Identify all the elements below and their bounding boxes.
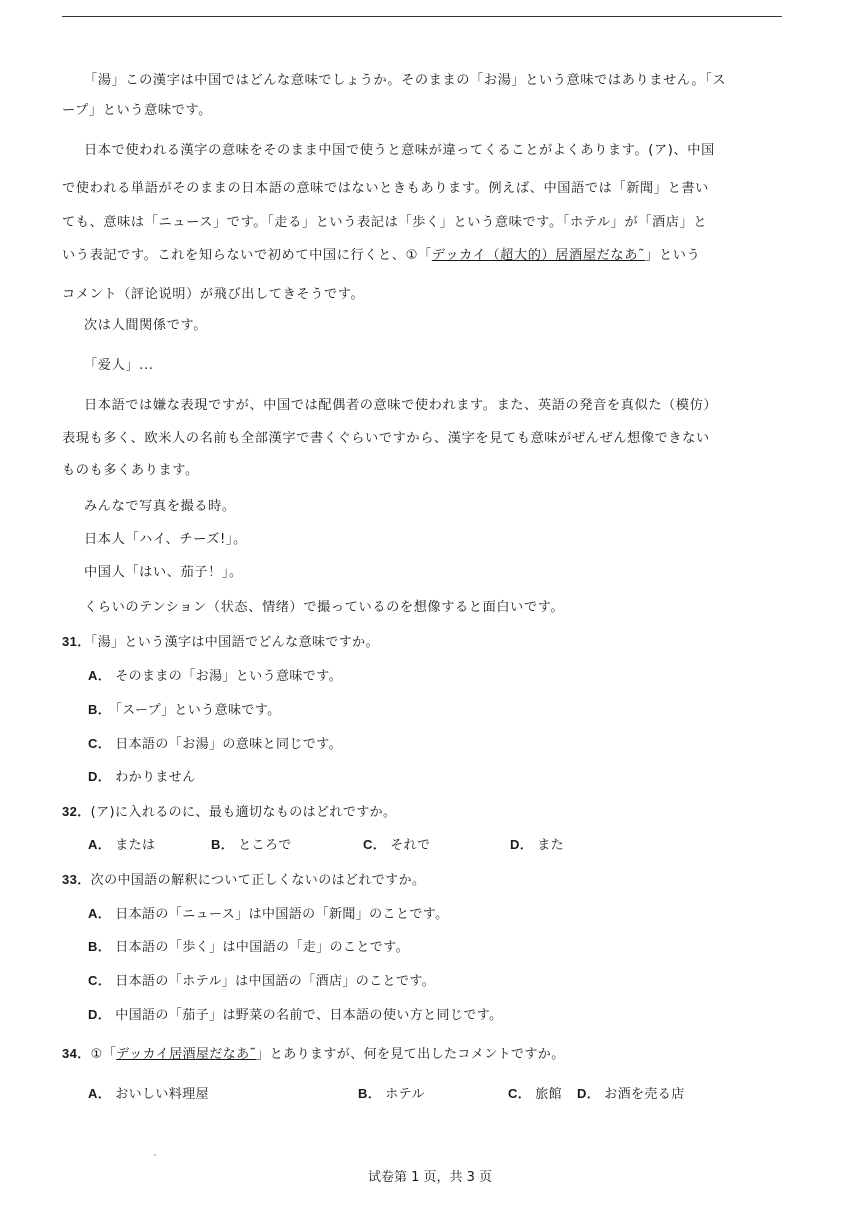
passage-line: ても、意味は「ニュース」です。「走る」という表記は「歩く」という意味です。「ホテル」が「酒店」と (62, 215, 708, 230)
option-32-c[interactable] (363, 835, 430, 856)
passage-line: 次は人間関係です。 (84, 318, 208, 333)
passage-line: 日本で使われる漢字の意味をそのまま中国で使うと意味が違ってくることがよくあります。(ア)、中国 (84, 143, 715, 158)
option-letter: C． (508, 1086, 532, 1101)
passage-line: くらいのテンション（状态、情绪）で撮っているのを想像すると面白いです。 (84, 600, 565, 615)
option-34-d[interactable] (577, 1084, 685, 1105)
option-text: お酒を売る店 (604, 1087, 685, 1102)
passage-line: 日本人「ハイ、チーズ!」。 (84, 532, 247, 547)
passage-line (62, 246, 782, 266)
question-31 (62, 632, 379, 653)
question-number: 31． (62, 634, 91, 649)
question-text: (ア)に入れるのに、最も適切なものはどれですか。 (90, 805, 397, 820)
option-text: 「スープ」という意味です。 (115, 703, 281, 718)
option-text: 旅館 (535, 1087, 563, 1102)
option-letter: A． (88, 1086, 112, 1101)
option-32-b[interactable] (211, 835, 292, 856)
question-text: 「湯」という漢字は中国語でどんな意味ですか。 (90, 635, 379, 650)
option-31-a[interactable] (88, 666, 342, 687)
option-text: そのままの「お湯」という意味です。 (115, 669, 342, 684)
passage-line: 日本語では嫌な表現ですが、中国では配偶者の意味で使われます。また、英語の発音を真似た（模仿） (84, 398, 718, 413)
option-letter: C． (363, 837, 387, 852)
passage-line: みんなで写真を撮る時。 (84, 499, 236, 514)
passage-line: コメント（評论说明）が飛び出してきそうです。 (62, 287, 365, 302)
option-31-c[interactable] (88, 734, 342, 755)
option-letter: C． (88, 736, 112, 751)
option-34-a[interactable] (88, 1084, 209, 1105)
scan-dot (154, 1154, 156, 1156)
passage-line: 「爱人」... (84, 358, 154, 373)
option-text: 中国語の「茄子」は野菜の名前で、日本語の使い方と同じです。 (115, 1008, 503, 1023)
option-letter: B． (88, 939, 112, 954)
option-letter: A． (88, 837, 112, 852)
option-text: それで (390, 838, 431, 853)
option-text: ところで (238, 838, 292, 853)
question-32 (62, 802, 396, 823)
question-33 (62, 870, 425, 891)
option-letter: A． (88, 906, 112, 921)
top-rule (62, 16, 782, 17)
passage-line: で使われる単語がそのままの日本語の意味ではないときもあります。例えば、中国語では「新聞」と書い (62, 181, 709, 196)
option-text: おいしい料理屋 (115, 1087, 210, 1102)
passage-line: 「湯」この漢字は中国ではどんな意味でしょうか。そのままの「お湯」という意味ではありません。「ス (84, 73, 727, 88)
option-33-c[interactable] (88, 971, 435, 992)
passage-line: 中国人「はい、茄子！」。 (84, 565, 243, 580)
option-33-d[interactable] (88, 1005, 503, 1026)
option-32-a[interactable] (88, 835, 155, 856)
option-letter: B． (358, 1086, 382, 1101)
passage-line: 表現も多く、欧米人の名前も全部漢字で書くぐらいですから、漢字を見ても意味がぜんぜん想像できない (62, 431, 710, 446)
option-letter: D． (510, 837, 534, 852)
option-letter: D． (577, 1086, 601, 1101)
option-text: ホテル (385, 1087, 425, 1102)
question-text: ①「 (90, 1047, 117, 1062)
question-number: 33． (62, 872, 91, 887)
option-letter: C． (88, 973, 112, 988)
option-letter: A． (88, 668, 112, 683)
option-letter: B． (88, 702, 112, 717)
passage-line: ものも多くあります。 (62, 463, 199, 478)
option-text: また (537, 838, 565, 853)
option-31-b[interactable] (88, 700, 281, 721)
option-text: わかりません (115, 770, 196, 785)
option-33-b[interactable] (88, 937, 409, 958)
option-33-a[interactable] (88, 904, 449, 925)
question-text: 」とありますが、何を見て出したコメントですか。 (256, 1047, 565, 1062)
question-34 (62, 1044, 565, 1065)
passage-line: ープ」という意味です。 (62, 103, 212, 118)
option-letter: B． (211, 837, 235, 852)
option-text: 日本語の「お湯」の意味と同じです。 (115, 737, 342, 752)
page-footer: 试卷第 1 页，共 3 页 (367, 1170, 493, 1185)
question-text: 次の中国語の解釈について正しくないのはどれですか。 (90, 873, 426, 888)
underlined-quote: デッカイ（超大的）居酒屋だなあ˜ (431, 248, 646, 263)
passage-text: いう表記です。これを知らないで初めて中国に行くと、①「 (62, 248, 432, 263)
question-number: 34． (62, 1046, 91, 1061)
option-31-d[interactable] (88, 767, 196, 788)
underlined-quote: デッカイ居酒屋だなあ˜ (116, 1047, 257, 1062)
option-letter: D． (88, 769, 112, 784)
option-text: 日本語の「ニュース」は中国語の「新聞」のことです。 (115, 907, 449, 922)
option-32-d[interactable] (510, 835, 564, 856)
option-letter: D． (88, 1007, 112, 1022)
passage-text: 」という (645, 248, 701, 263)
option-34-b[interactable] (358, 1084, 425, 1105)
option-text: または (115, 838, 156, 853)
option-text: 日本語の「歩く」は中国語の「走」のことです。 (115, 940, 409, 955)
option-34-c[interactable] (508, 1084, 562, 1105)
question-number: 32． (62, 804, 91, 819)
option-text: 日本語の「ホテル」は中国語の「酒店」のことです。 (115, 974, 436, 989)
